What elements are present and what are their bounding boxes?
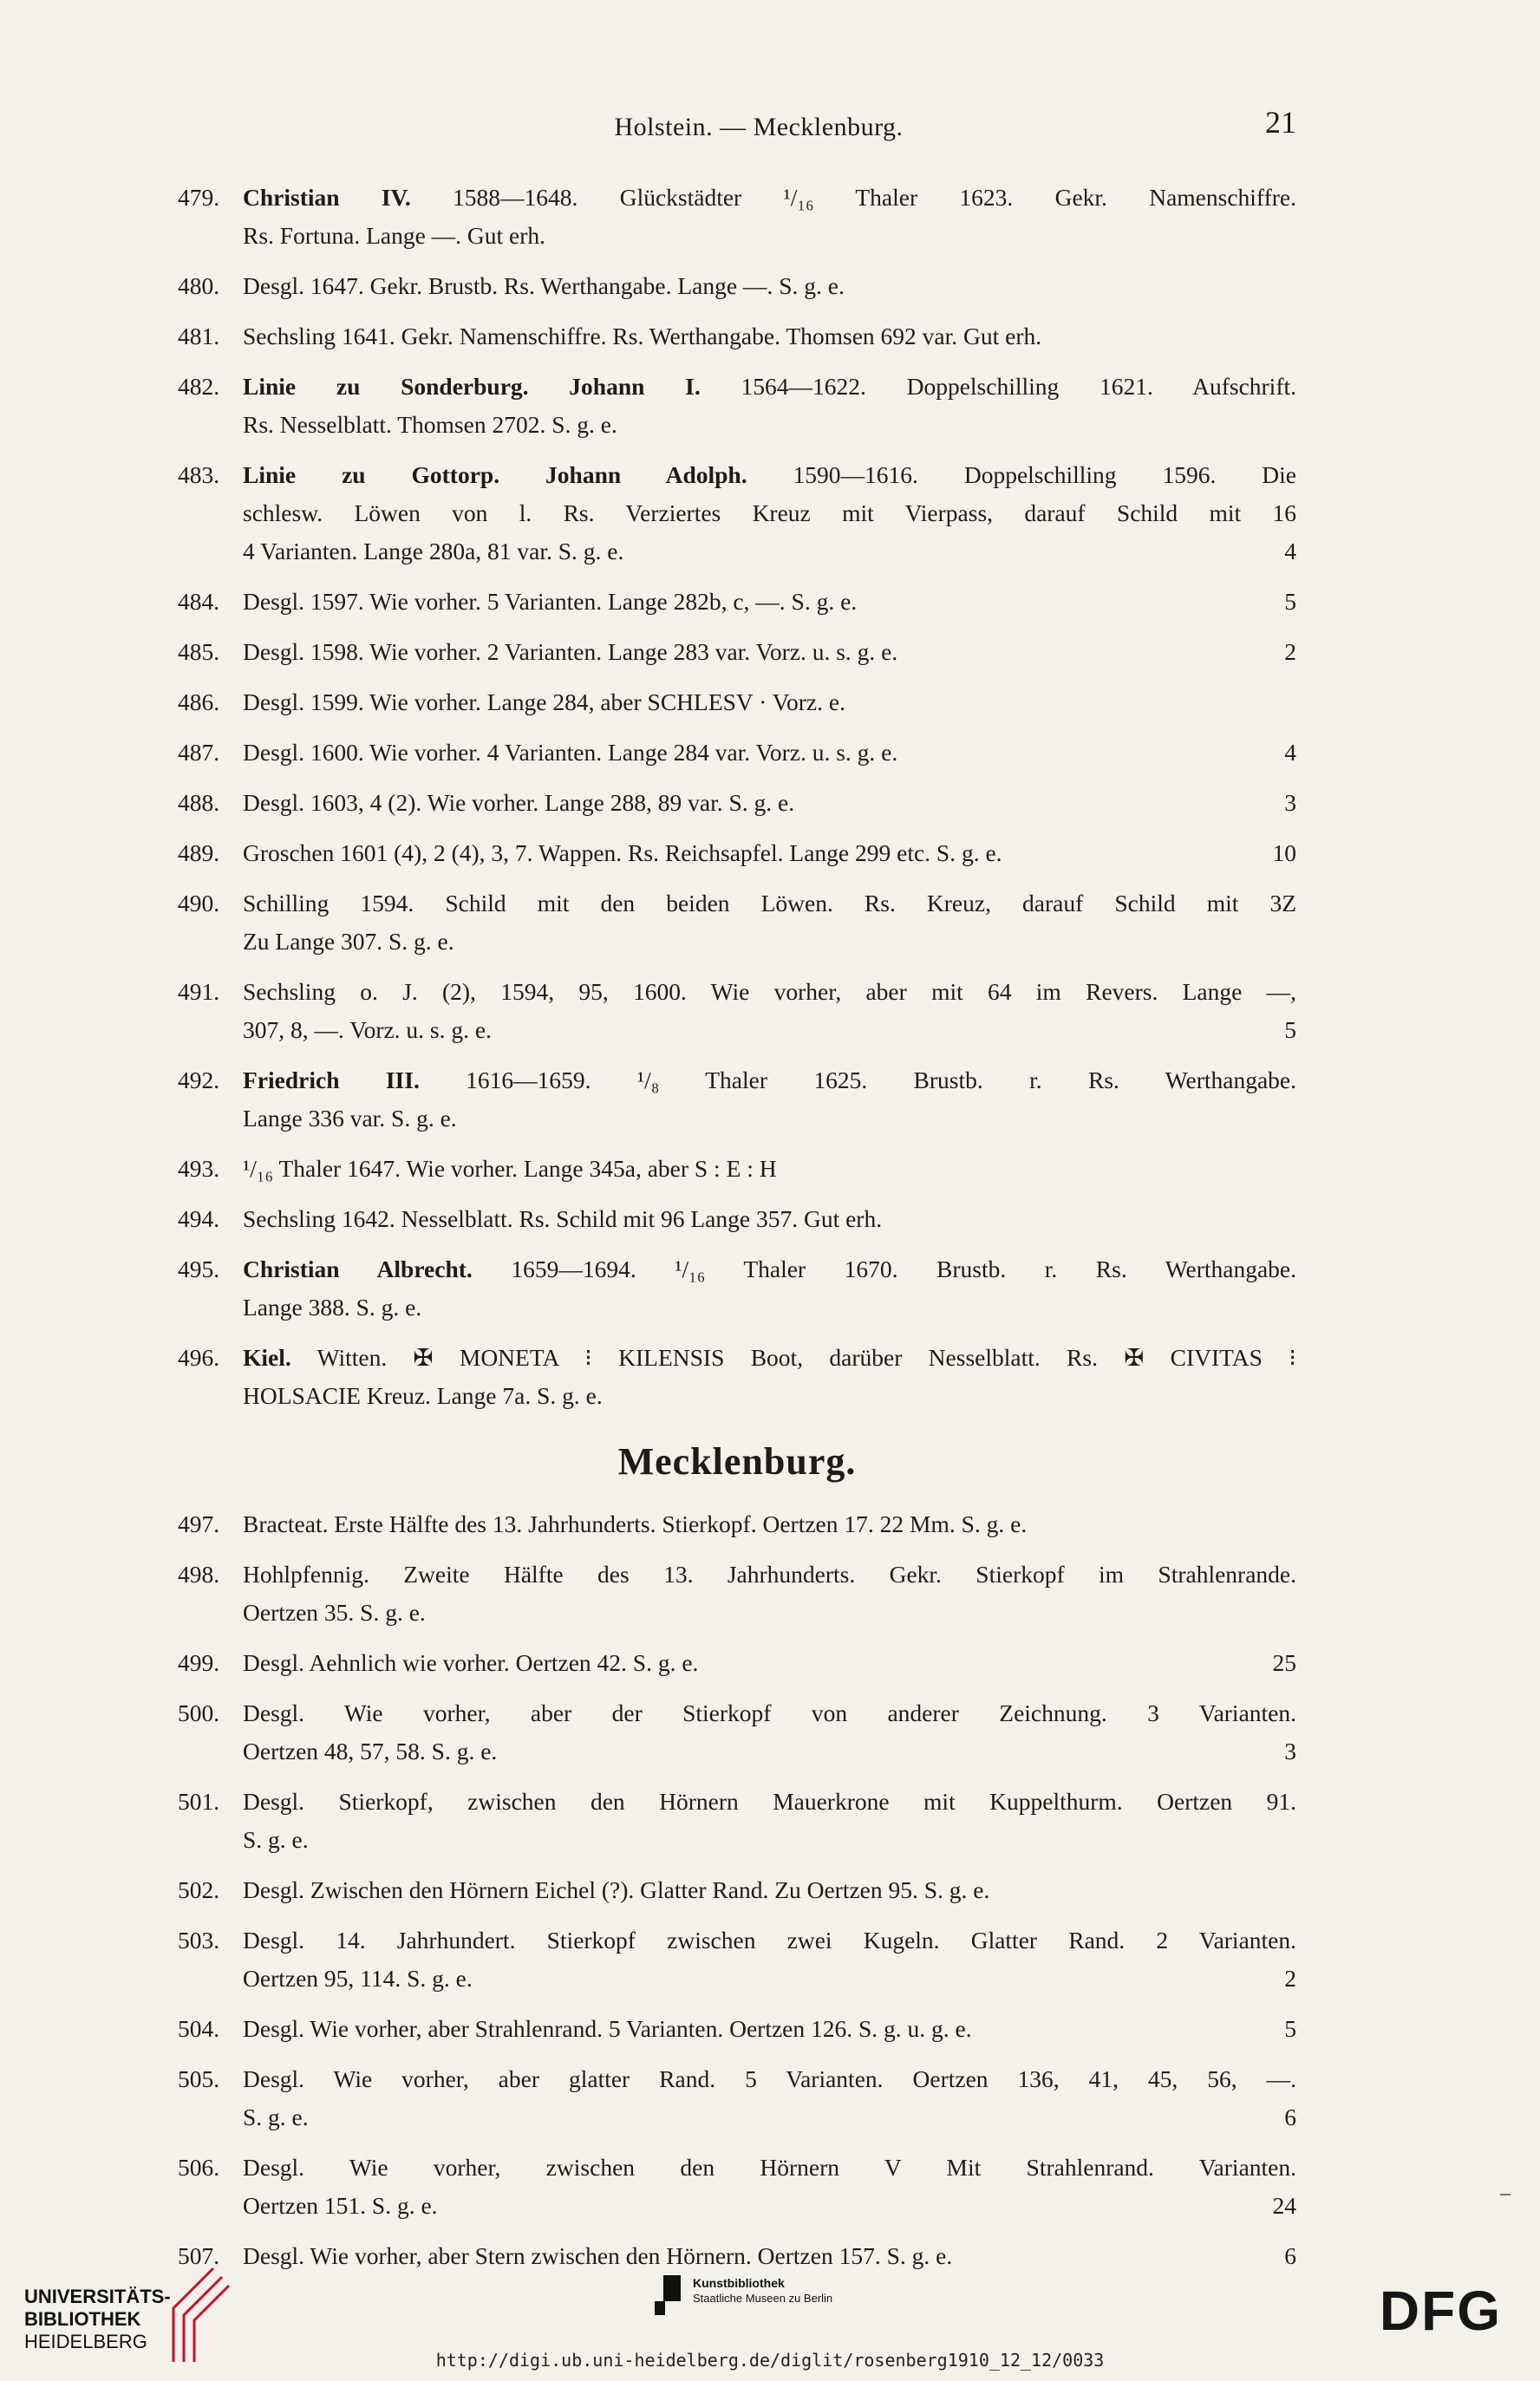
entry-segment: Groschen 1601 (4), 2 (4), 3, 7. Wappen. Rs. Reichsapfel. Lange 299 etc. S. g. e. — [243, 839, 1002, 866]
entry-line — [243, 1011, 1296, 1049]
entry-segment: Desgl. Wie vorher, aber Stern zwischen den Hörnern. Oertzen 157. S. g. e. — [243, 2242, 953, 2269]
catalogue-entry — [178, 683, 1296, 721]
entry-line — [243, 884, 1296, 923]
entry-segment: ¹/₁₆ Thaler 1647. Wie vorher. Lange 345a, aber S : E : H — [243, 1155, 777, 1182]
entry-text — [243, 1732, 497, 1771]
entry-text — [243, 1155, 777, 1182]
entry-line — [243, 1061, 1296, 1099]
entry-segment: Desgl. Zwischen den Hörnern Eichel (?). Glatter Rand. Zu Oertzen 95. S. g. e. — [243, 1876, 990, 1903]
ub-logo-line: HEIDELBERG — [24, 2331, 147, 2352]
entry-line — [243, 532, 1296, 571]
running-head: Holstein. — Mecklenburg. — [614, 113, 904, 141]
entry-number: 505. — [178, 2065, 220, 2092]
entry-line — [243, 734, 1296, 772]
entry-line — [243, 456, 1296, 494]
entry-segment: Desgl. 1600. Wie vorher. 4 Varianten. Lange 284 var. Vorz. u. s. g. e. — [243, 739, 898, 766]
dfg-logo: DFG — [1379, 2280, 1502, 2342]
entry-number: 481. — [178, 323, 220, 349]
entry-segment: Desgl. Wie vorher, aber Strahlenrand. 5 Varianten. Oertzen 126. S. g. u. g. e. — [243, 2015, 972, 2042]
kunstbibliothek-name: Kunstbibliothek — [693, 2276, 785, 2290]
entry-segment: Desgl. 1598. Wie vorher. 2 Varianten. Lange 283 var. Vorz. u. s. g. e. — [243, 638, 898, 665]
entry-segment: Oertzen 95, 114. S. g. e. — [243, 1965, 473, 1992]
entry-text — [243, 2010, 972, 2048]
catalogue-entries — [178, 179, 1296, 2287]
entry-segment: Desgl. Stierkopf, zwischen den Hörnern Mauerkrone mit Kuppelthurm. Oertzen 91. — [243, 1788, 1296, 1815]
entry-line — [243, 368, 1296, 406]
entry-text — [243, 1067, 1296, 1093]
catalogue-entry — [178, 1921, 1296, 1998]
entry-line — [243, 1505, 1296, 1543]
entry-text — [243, 1561, 1296, 1588]
entry-segment: Desgl. 1599. Wie vorher. Lange 284, aber SCHLESV · Vorz. e. — [243, 688, 845, 715]
entry-number: 495. — [178, 1256, 220, 1282]
catalogue-entry — [178, 1556, 1296, 1632]
entry-text — [243, 583, 857, 621]
entry-heading: Linie zu Sonderburg. Johann I. — [243, 373, 701, 400]
entry-segment: 1588—1648. Glückstädter ¹/₁₆ Thaler 1623. Gekr. Namenschiffre. — [410, 184, 1296, 211]
page-footer — [0, 2237, 1540, 2381]
entry-text — [243, 1510, 1027, 1537]
entry-segment: S. g. e. — [243, 2104, 309, 2130]
entry-segment: 307, 8, —. Vorz. u. s. g. e. — [243, 1016, 492, 1043]
entry-price: 2 — [1284, 1965, 1296, 1992]
catalogue-entry — [178, 583, 1296, 621]
entry-line — [243, 1288, 1296, 1327]
entry-text — [243, 1788, 1296, 1815]
ub-logo-line: BIBLIOTHEK — [24, 2308, 141, 2330]
entry-text — [243, 1927, 1296, 1954]
catalogue-entry — [178, 1061, 1296, 1138]
catalogue-entry — [178, 2149, 1296, 2225]
entry-number: 489. — [178, 839, 220, 866]
entry-price: 2 — [1284, 638, 1296, 665]
entry-price: 3 — [1284, 1738, 1296, 1765]
entry-number: 493. — [178, 1155, 220, 1182]
kunstbibliothek-logo — [655, 2275, 880, 2327]
catalogue-entry — [178, 317, 1296, 356]
entry-segment: S. g. e. — [243, 1826, 309, 1853]
entry-text — [243, 323, 1041, 349]
catalogue-entry — [178, 834, 1296, 872]
entry-text — [243, 2098, 309, 2136]
entry-text — [243, 2154, 1296, 2181]
entry-segment: Hohlpfennig. Zweite Hälfte des 13. Jahrhunderts. Gekr. Stierkopf im Strahlenrande. — [243, 1561, 1296, 1588]
entry-text — [243, 1105, 457, 1132]
entry-text — [243, 499, 1296, 526]
kunstbibliothek-mark-icon — [655, 2275, 681, 2315]
entry-number: 494. — [178, 1205, 220, 1232]
entry-number: 490. — [178, 890, 220, 917]
entry-line — [243, 1644, 1296, 1682]
catalogue-entry — [178, 456, 1296, 571]
entry-line — [243, 1099, 1296, 1138]
catalogue-entry — [178, 734, 1296, 772]
catalogue-entry — [178, 784, 1296, 822]
entry-text — [243, 1256, 1296, 1282]
ub-logo-line: UNIVERSITÄTS- — [24, 2286, 171, 2307]
entry-price: 3 — [1284, 789, 1296, 816]
entry-number: 487. — [178, 739, 220, 766]
entry-line — [243, 1960, 1296, 1998]
entry-text — [243, 272, 845, 299]
entry-segment: Oertzen 35. S. g. e. — [243, 1599, 426, 1626]
catalogue-entry — [178, 1339, 1296, 1415]
section-title-mecklenburg: Mecklenburg. — [617, 1440, 857, 1483]
catalogue-entry — [178, 267, 1296, 305]
entry-line — [243, 2187, 1296, 2225]
holstein-entries — [178, 179, 1296, 1415]
entry-text — [243, 1205, 882, 1232]
entry-number: 480. — [178, 272, 220, 299]
catalogue-entry — [178, 1783, 1296, 1859]
entry-line — [243, 217, 1296, 255]
entry-line — [243, 1732, 1296, 1771]
entry-line — [243, 1200, 1296, 1238]
catalogue-entry — [178, 1200, 1296, 1238]
entry-number: 504. — [178, 2015, 220, 2042]
entry-segment: Lange 336 var. S. g. e. — [243, 1105, 457, 1132]
entry-segment: Oertzen 151. S. g. e. — [243, 2192, 438, 2219]
entry-heading: Friedrich III. — [243, 1067, 420, 1093]
entry-price: 4 — [1284, 538, 1296, 564]
catalogue-entry — [178, 1694, 1296, 1771]
entry-number: 488. — [178, 789, 220, 816]
entry-text — [243, 1826, 309, 1853]
entry-price: 6 — [1284, 2242, 1296, 2269]
entry-line — [243, 1783, 1296, 1821]
entry-text — [243, 411, 617, 438]
entry-text — [243, 890, 1296, 917]
entry-number: 479. — [178, 184, 220, 211]
entry-number: 482. — [178, 373, 220, 400]
entry-price: 5 — [1284, 2015, 1296, 2042]
entry-heading: Kiel. — [243, 1344, 291, 1371]
entry-segment: 1659—1694. ¹/₁₆ Thaler 1670. Brustb. r. Rs. Werthangabe. — [472, 1256, 1296, 1282]
kunstbibliothek-subtitle: Staatliche Museen zu Berlin — [693, 2292, 833, 2305]
entry-line — [243, 973, 1296, 1011]
entry-text — [243, 928, 454, 955]
entry-segment: 1616—1659. ¹/₈ Thaler 1625. Brustb. r. Rs. Werthangabe. — [419, 1067, 1296, 1093]
entry-text — [243, 1599, 426, 1626]
entry-number: 501. — [178, 1788, 220, 1815]
entry-number: 500. — [178, 1699, 220, 1726]
entry-text — [243, 2065, 1296, 2092]
entry-number: 483. — [178, 461, 220, 488]
entry-segment: Desgl. Wie vorher, zwischen den Hörnern V Mit Strahlenrand. Varianten. — [243, 2154, 1296, 2181]
entry-segment: Desgl. 1603, 4 (2). Wie vorher. Lange 288, 89 var. S. g. e. — [243, 789, 795, 816]
catalogue-entry — [178, 973, 1296, 1049]
entry-line — [243, 1821, 1296, 1859]
entry-line — [243, 2098, 1296, 2136]
entry-line — [243, 2149, 1296, 2187]
entry-line — [243, 2060, 1296, 2098]
entry-text — [243, 2187, 438, 2225]
entry-heading: Christian Albrecht. — [243, 1256, 473, 1282]
entry-number: 486. — [178, 688, 220, 715]
catalogue-entry — [178, 1250, 1296, 1327]
entry-text — [243, 1699, 1296, 1726]
entry-text — [243, 1294, 421, 1321]
entry-text — [243, 633, 897, 671]
entry-text — [243, 1344, 1296, 1371]
entry-segment: Zu Lange 307. S. g. e. — [243, 928, 454, 955]
margin-mark — [1500, 2194, 1511, 2195]
entry-segment: 1590—1616. Doppelschilling 1596. Die — [747, 461, 1296, 488]
catalogue-entry — [178, 179, 1296, 255]
entry-segment: Desgl. Wie vorher, aber der Stierkopf von anderer Zeichnung. 3 Varianten. — [243, 1699, 1296, 1726]
entry-text — [243, 978, 1296, 1005]
entry-text — [243, 184, 1296, 211]
entry-text — [243, 734, 897, 772]
entry-number: 499. — [178, 1649, 220, 1676]
permalink-url[interactable]: http://digi.ub.uni-heidelberg.de/diglit/rosenberg1910_12_12/0033 — [435, 2350, 1105, 2371]
entry-number: 498. — [178, 1561, 220, 1588]
entry-line — [243, 406, 1296, 444]
entry-text — [243, 834, 1002, 872]
catalogue-entry — [178, 2060, 1296, 2136]
entry-line — [243, 1339, 1296, 1377]
entry-line — [243, 1871, 1296, 1909]
entry-number: 484. — [178, 588, 220, 615]
catalogue-entry — [178, 1150, 1296, 1188]
entry-price: 4 — [1284, 739, 1296, 766]
entry-text — [243, 1011, 492, 1049]
entry-segment: Oertzen 48, 57, 58. S. g. e. — [243, 1738, 498, 1765]
entry-number: 485. — [178, 638, 220, 665]
catalogue-entry — [178, 633, 1296, 671]
entry-line — [243, 317, 1296, 356]
entry-price: 24 — [1272, 2192, 1296, 2219]
page-header — [221, 104, 1296, 156]
entry-line — [243, 1594, 1296, 1632]
page-number: 21 — [1265, 105, 1296, 140]
entry-line — [243, 1250, 1296, 1288]
catalogue-entry — [178, 1505, 1296, 1543]
entry-text — [243, 688, 845, 715]
entry-segment: Rs. Fortuna. Lange —. Gut erh. — [243, 222, 546, 249]
ub-logo-text — [24, 2286, 171, 2353]
entry-segment: Sechsling 1641. Gekr. Namenschiffre. Rs. Werthangabe. Thomsen 692 var. Gut erh. — [243, 323, 1042, 349]
entry-line — [243, 923, 1296, 961]
entry-price: 5 — [1284, 588, 1296, 615]
entry-price: 10 — [1272, 839, 1296, 866]
entry-segment: Rs. Nesselblatt. Thomsen 2702. S. g. e. — [243, 411, 617, 438]
entry-line — [243, 267, 1296, 305]
entry-line — [243, 784, 1296, 822]
entry-number: 506. — [178, 2154, 220, 2181]
entry-text — [243, 1960, 473, 1998]
kunstbibliothek-text — [693, 2275, 832, 2306]
entry-segment: Schilling 1594. Schild mit den beiden Löwen. Rs. Kreuz, darauf Schild mit 3Z — [243, 890, 1296, 917]
entry-segment: Desgl. 1647. Gekr. Brustb. Rs. Werthangabe. Lange —. S. g. e. — [243, 272, 845, 299]
ub-heidelberg-logo — [24, 2263, 224, 2358]
entry-line — [243, 494, 1296, 532]
catalogue-entry — [178, 1644, 1296, 1682]
entry-number: 503. — [178, 1927, 220, 1954]
entry-line — [243, 834, 1296, 872]
entry-number: 497. — [178, 1510, 220, 1537]
entry-segment: Witten. ✠ MONETA ⁝ KILENSIS Boot, darüber Nesselblatt. Rs. ✠ CIVITAS ⁝ — [290, 1344, 1296, 1371]
entry-price: 25 — [1272, 1649, 1296, 1676]
entry-line — [243, 2010, 1296, 2048]
entry-text — [243, 1382, 603, 1409]
catalogue-entry — [178, 1871, 1296, 1909]
catalogue-entry — [178, 884, 1296, 961]
entry-number: 491. — [178, 978, 220, 1005]
entry-text — [243, 373, 1296, 400]
entry-line — [243, 1694, 1296, 1732]
entry-line — [243, 683, 1296, 721]
entry-line — [243, 633, 1296, 671]
entry-text — [243, 222, 545, 249]
entry-segment: Desgl. 14. Jahrhundert. Stierkopf zwischen zwei Kugeln. Glatter Rand. 2 Varianten. — [243, 1927, 1296, 1954]
entry-heading: Christian IV. — [243, 184, 411, 211]
entry-segment: HOLSACIE Kreuz. Lange 7a. S. g. e. — [243, 1382, 603, 1409]
entry-segment: Desgl. 1597. Wie vorher. 5 Varianten. Lange 282b, c, —. S. g. e. — [243, 588, 858, 615]
entry-segment: Sechsling o. J. (2), 1594, 95, 1600. Wie vorher, aber mit 64 im Revers. Lange —, — [243, 978, 1296, 1005]
entry-segment: 4 Varianten. Lange 280a, 81 var. S. g. e. — [243, 538, 624, 564]
entry-segment: 1564—1622. Doppelschilling 1621. Aufschrift. — [700, 373, 1296, 400]
entry-price: 5 — [1284, 1016, 1296, 1043]
entry-segment: Desgl. Aehnlich wie vorher. Oertzen 42. S. g. e. — [243, 1649, 699, 1676]
entry-line — [243, 179, 1296, 217]
entry-segment: Bracteat. Erste Hälfte des 13. Jahrhunderts. Stierkopf. Oertzen 17. 22 Mm. S. g. e. — [243, 1510, 1028, 1537]
entry-line — [243, 1150, 1296, 1188]
entry-text — [243, 532, 623, 571]
entry-segment: Sechsling 1642. Nesselblatt. Rs. Schild mit 96 Lange 357. Gut erh. — [243, 1205, 883, 1232]
entry-segment: schlesw. Löwen von l. Rs. Verziertes Kreuz mit Vierpass, darauf Schild mit 16 — [243, 499, 1296, 526]
mecklenburg-entries — [178, 1505, 1296, 2275]
entry-line — [243, 1556, 1296, 1594]
entry-heading: Linie zu Gottorp. Johann Adolph. — [243, 461, 747, 488]
entry-line — [243, 1377, 1296, 1415]
entry-number: 492. — [178, 1067, 220, 1093]
entry-number: 502. — [178, 1876, 220, 1903]
catalogue-entry — [178, 368, 1296, 444]
entry-text — [243, 784, 794, 822]
entry-price: 6 — [1284, 2104, 1296, 2130]
entry-number: 496. — [178, 1344, 220, 1371]
entry-number: 507. — [178, 2242, 220, 2269]
entry-text — [243, 1876, 989, 1903]
entry-text — [243, 1644, 698, 1682]
entry-segment: Desgl. Wie vorher, aber glatter Rand. 5 Varianten. Oertzen 136, 41, 45, 56, —. — [243, 2065, 1296, 2092]
catalogue-entry — [178, 2010, 1296, 2048]
entry-line — [243, 1921, 1296, 1960]
entry-text — [243, 461, 1296, 488]
entry-line — [243, 583, 1296, 621]
entry-segment: Lange 388. S. g. e. — [243, 1294, 422, 1321]
